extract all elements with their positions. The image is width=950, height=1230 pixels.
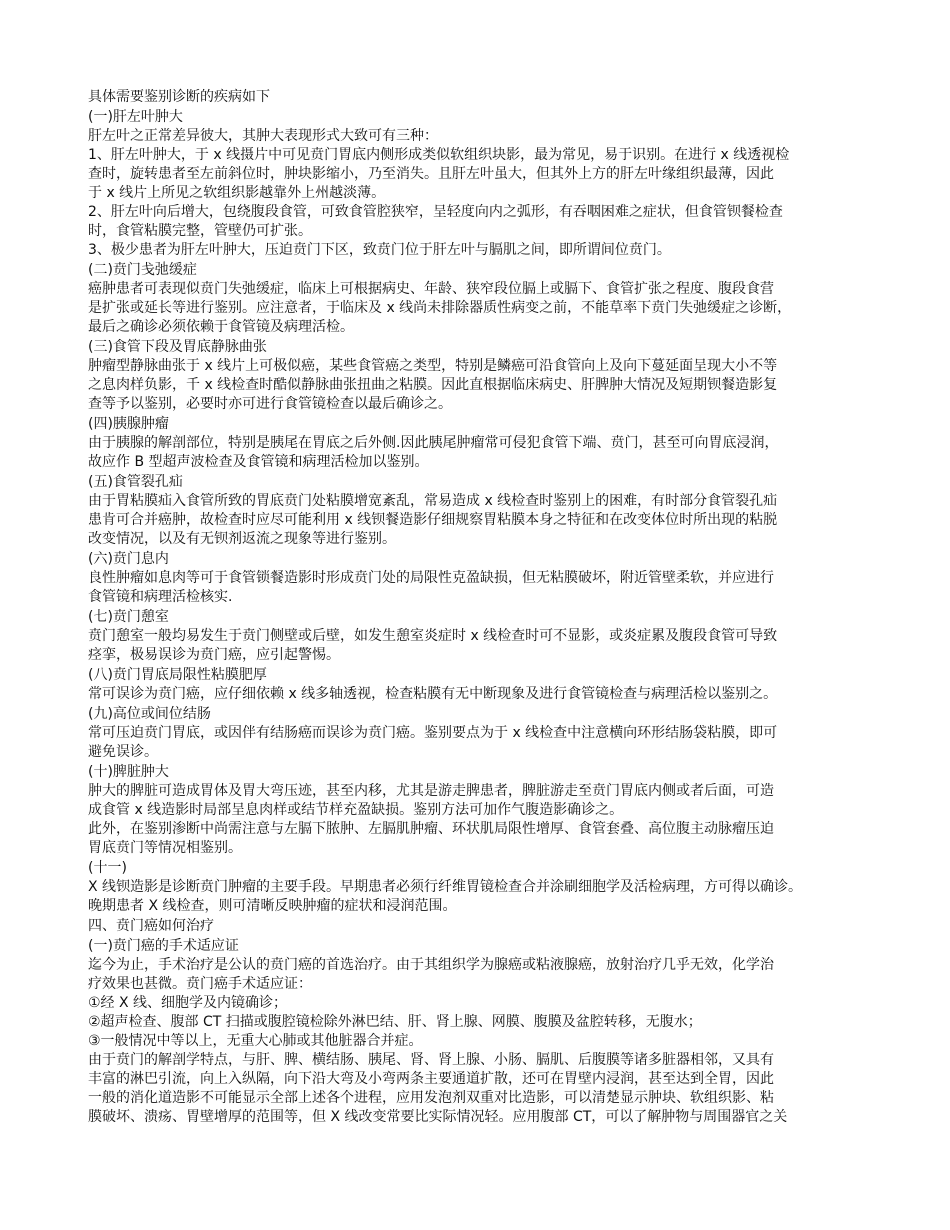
text-line: 癌肿患者可表现似贲门失弛缓症，临床上可根据病史、年龄、狭窄段位膈上或膈下、食管扩张之程度、腹段食营 — [88, 281, 774, 297]
text-line: 2、肝左叶向后增大，包绕腹段食管，可致食管腔狭窄，呈轻度向内之弧形，有吞咽困难之症状，但食管钡餐检查 — [88, 204, 783, 220]
text-line: 丰富的淋巴引流，向上入纵隔，向下沿大弯及小弯两条主要通道扩散，还可在胃壁内浸润，甚至达到全胃，因此 — [88, 1071, 774, 1087]
text-line: 食管镜和病理活检核实. — [88, 589, 233, 605]
section-heading: (十)脾脏肿大 — [88, 764, 169, 780]
text-line: 是扩张或延长等进行鉴别。应注意者，于临床及 x 线尚未排除器质性病变之前，不能草率下贲门失弛缓症之诊断， — [88, 300, 792, 316]
text-line: 患肯可合并癌肿，故检查时应尽可能利用 x 线钡餐造影仔细规察胃粘膜本身之特征和在改变体位时所出现的粘脱 — [88, 512, 778, 528]
text-line: 最后之确诊必须依赖于食管镜及病理活检。 — [88, 319, 354, 335]
text-line: 由于胃粘膜疝入食管所致的胃底贲门处粘膜增宽紊乱，常易造成 x 线检查时鉴别上的困难，有时部分食管裂孔疝 — [88, 493, 778, 509]
text-line: 迄今为止，手术治疗是公认的贲门癌的首选治疗。由于其组织学为腺癌或粘液腺癌，放射治疗几乎无效，化学治 — [88, 957, 774, 973]
section-heading: (七)贲门憩室 — [88, 609, 169, 625]
text-line: 之息肉样负影，千 x 线检查时酷似静脉曲张扭曲之粘膜。因此直根据临床病史、肝脾肿大情况及短期钡餐造影复 — [88, 377, 778, 393]
text-line: 疗效果也甚微。贲门癌手术适应证： — [88, 976, 312, 992]
text-line: 改变情况，以及有无钡剂返流之现象等进行鉴别。 — [88, 531, 396, 547]
text-line: 胃底贲门等情况相鉴别。 — [88, 840, 242, 856]
text-line: 1、肝左叶肿大，于 x 线摄片中可见贲门胃底内侧形成类似软组织块影，最为常见，易于识别。在进行 x 线透视检 — [88, 147, 790, 163]
text-line: 此外，在鉴别渗断中尚需注意与左膈下脓肿、左膈肌肿瘤、环状肌局限性增厚、食管套叠、高位腹主动脉瘤压迫 — [88, 821, 774, 837]
section-heading: 四、贲门癌如何治疗 — [88, 918, 214, 934]
text-line: 由于胰腺的解剖部位，特别是胰尾在胃底之后外侧.因此胰尾肿瘤常可侵犯食管下端、贲门，甚至可向胃底浸润， — [88, 435, 779, 451]
section-heading: (一)贲门癌的手术适应证 — [88, 938, 239, 954]
section-heading: (一)肝左叶肿大 — [88, 109, 183, 125]
text-line: 故应作 B 型超声波检查及食管镜和病理活检加以鉴别。 — [88, 454, 429, 470]
text-line: 常可压迫贲门胃底，或因伴有结肠癌而误诊为贲门癌。鉴别要点为于 x 线检查中注意横向环形结肠袋粘膜，即可 — [88, 725, 778, 741]
document-page — [88, 88, 868, 1127]
text-line: 肿瘤型静脉曲张于 x 线片上可极似癌，某些食管癌之类型，特别是鳞癌可沿食管向上及向下蔓延面呈现大小不等 — [88, 358, 778, 374]
section-heading: (二)贲门戋弛缓症 — [88, 262, 197, 278]
text-line: 肝左叶之正常差异彼大，其肿大表现形式大致可有三种： — [88, 128, 438, 144]
text-line: 3、极少患者为肝左叶肿大，压迫贲门下区，致贲门位于肝左叶与膈肌之间，即所谓间位贲门。 — [88, 242, 671, 258]
text-line: 膜破坏、溃疡、胃壁增厚的范围等，但 X 线改变常要比实际情况轻。应用腹部 CT，可以了解肿物与周围器官之关 — [88, 1109, 788, 1125]
section-heading: (六)贲门息内 — [88, 551, 169, 567]
text-line: ②超声检查、腹部 CT 扫描或腹腔镜检除外淋巴结、肝、肾上腺、网膜、腹膜及盆腔转移，无腹水； — [88, 1014, 702, 1030]
text-line: 查时，旋转患者至左前斜位时，肿块影缩小，乃至消失。且肝左叶虽大，但其外上方的肝左叶缘组织最薄，因此 — [88, 166, 774, 182]
section-heading: (十一) — [88, 860, 127, 876]
text-line: 痉挛，极易误诊为贲门癌，应引起警惕。 — [88, 647, 340, 663]
text-line: 由于贲门的解剖学特点，与肝、脾、横结肠、胰尾、肾、肾上腺、小肠、膈肌、后腹膜等诸多脏器相邻，又具有 — [88, 1052, 774, 1068]
text-line: 晚期患者 X 线检查，则可清晰反映肿瘤的症状和浸润范围。 — [88, 898, 457, 914]
section-heading: (九)高位或间位结肠 — [88, 706, 211, 722]
text-line: 肿大的脾脏可造成胃体及胃大弯压迹，甚至内移，尤其是游走脾患者，脾脏游走至贲门胃底内侧或者后面，可造 — [88, 783, 774, 799]
section-heading: (八)贲门胃底局限性粘膜肥厚 — [88, 667, 267, 683]
text-line: X 线钡造影是诊断贲门肿瘤的主要手段。早期患者必须行纤维胃镜检查合并涂刷细胞学及活检病理，方可得以确诊。 — [88, 879, 803, 895]
text-line: 成食管 x 线造影时局部呈息肉样或结节样充盈缺损。鉴别方法可加作气腹造影确诊之。 — [88, 802, 624, 818]
section-heading: (三)食管下段及胃底静脉曲张 — [88, 339, 267, 355]
text-line: 常可误诊为贲门癌，应仔细依赖 x 线多轴透视，检查粘膜有无中断现象及进行食管镜检查与病理活检以鉴别之。 — [88, 686, 778, 702]
text-line: 避免误诊。 — [88, 744, 158, 760]
text-line: 于 x 线片上所见之软组织影越靠外上州越淡薄。 — [88, 185, 386, 201]
text-line: 良性肿瘤如息肉等可于食管锁餐造影时形成贲门处的局限性克盈缺损，但无粘膜破坏，附近管壁柔软，并应进行 — [88, 570, 774, 586]
text-line: 贲门憩室一般均易发生于贲门侧壁或后壁，如发生憩室炎症时 x 线检查时可不显影，或炎症累及腹段食管可导致 — [88, 628, 778, 644]
section-heading: (五)食管裂孔疝 — [88, 474, 183, 490]
text-line: 时，食管粘膜完整，管壁仍可扩张。 — [88, 223, 312, 239]
text-line: 具体需要鉴别诊断的疾病如下 — [88, 89, 270, 105]
text-line: ①经 X 线、细胞学及内镜确诊； — [88, 995, 288, 1011]
text-line: ③一般情况中等以上，无重大心肺或其他脏器合并症。 — [88, 1033, 423, 1049]
text-line: 查等予以鉴别，必要时亦可进行食管镜检查以最后确诊之。 — [88, 396, 452, 412]
section-heading: (四)胰腺肿瘤 — [88, 416, 169, 432]
text-line: 一般的消化道造影不可能显示全部上述各个进程，应用发泡剂双重对比造影，可以清楚显示肿块、软组织影、粘 — [88, 1090, 774, 1106]
